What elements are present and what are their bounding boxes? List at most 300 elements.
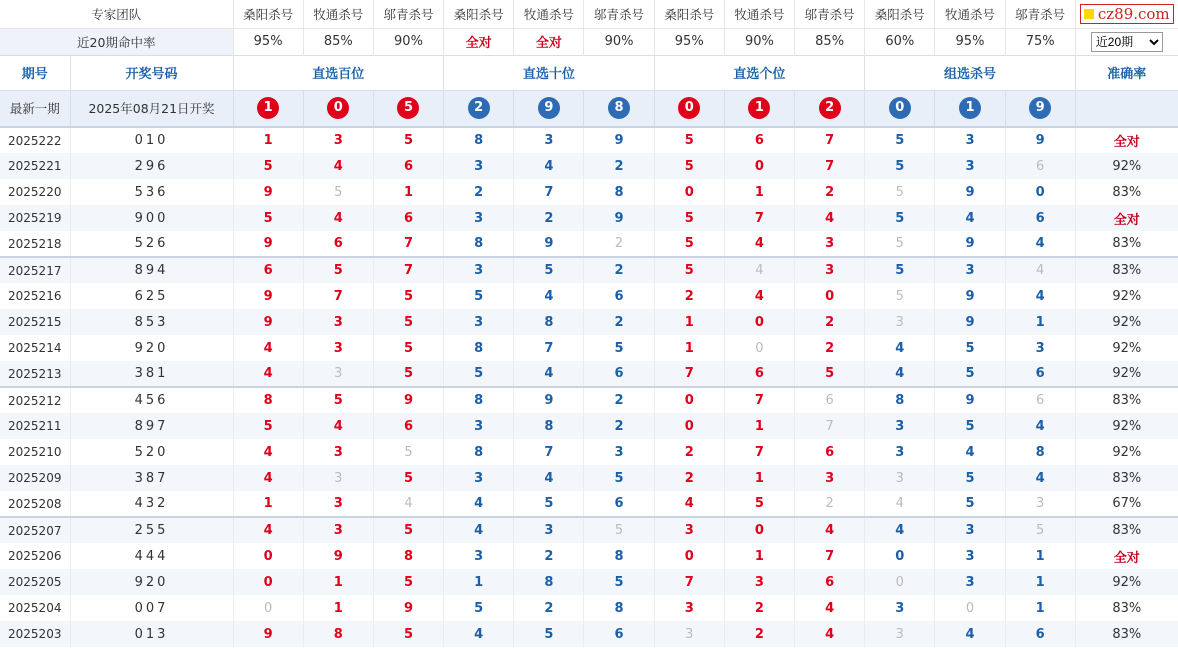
kill-number-cell: 0 <box>654 179 724 205</box>
kill-number-cell: 8 <box>444 439 514 465</box>
table-row <box>0 387 1178 413</box>
accuracy-cell: 92% <box>1075 413 1178 439</box>
kill-number-cell: 4 <box>935 205 1005 231</box>
expert-name: 邬青杀号 <box>584 0 654 28</box>
accuracy-cell: 92% <box>1075 309 1178 335</box>
period-cell: 2025209 <box>0 465 70 491</box>
kill-number-cell: 7 <box>514 179 584 205</box>
table-row <box>0 309 1178 335</box>
draw-number-cell: 897 <box>70 413 233 439</box>
number-ball: 9 <box>538 97 560 119</box>
kill-number-cell: 8 <box>373 543 443 569</box>
kill-number-cell: 9 <box>303 543 373 569</box>
kill-number-cell: 6 <box>584 491 654 517</box>
kill-number-cell: 7 <box>373 257 443 283</box>
table-row <box>0 257 1178 283</box>
kill-number-cell: 2 <box>584 153 654 179</box>
period-cell: 2025219 <box>0 205 70 231</box>
kill-number-cell: 6 <box>1005 153 1075 179</box>
kill-number-cell: 6 <box>584 283 654 309</box>
kill-number-cell: 3 <box>935 127 1005 153</box>
kill-number-cell: 5 <box>654 127 724 153</box>
kill-number-cell: 7 <box>654 569 724 595</box>
accuracy-cell: 92% <box>1075 335 1178 361</box>
expert-name: 桑阳杀号 <box>865 0 935 28</box>
accuracy-cell: 92% <box>1075 153 1178 179</box>
draw-number-cell: 900 <box>70 205 233 231</box>
kill-number-cell: 5 <box>233 413 303 439</box>
kill-number-cell: 5 <box>373 361 443 387</box>
kill-number-cell: 2 <box>795 179 865 205</box>
kill-number-cell: 3 <box>935 153 1005 179</box>
kill-number-cell: 5 <box>654 231 724 257</box>
kill-number-cell: 3 <box>303 465 373 491</box>
kill-number-cell: 5 <box>865 283 935 309</box>
expert-name: 桑阳杀号 <box>233 0 303 28</box>
accuracy-cell: 全对 <box>1075 205 1178 231</box>
kill-number-cell: 3 <box>1005 335 1075 361</box>
kill-number-cell: 4 <box>303 153 373 179</box>
draw-number-cell: 920 <box>70 569 233 595</box>
number-ball: 2 <box>468 97 490 119</box>
kill-number-cell: 5 <box>865 231 935 257</box>
kill-number-cell: 2 <box>584 387 654 413</box>
kill-number-cell: 9 <box>935 309 1005 335</box>
kill-number-cell: 3 <box>584 439 654 465</box>
latest-ball-cell <box>724 90 794 127</box>
kill-number-cell: 4 <box>935 621 1005 647</box>
hit-rate: 90% <box>373 28 443 55</box>
kill-number-cell: 1 <box>654 309 724 335</box>
hit-rate: 95% <box>654 28 724 55</box>
kill-number-cell: 8 <box>1005 439 1075 465</box>
kill-number-cell: 5 <box>584 517 654 543</box>
kill-number-cell: 3 <box>865 309 935 335</box>
kill-number-cell: 1 <box>1005 543 1075 569</box>
kill-number-cell: 8 <box>514 413 584 439</box>
kill-number-cell: 3 <box>865 465 935 491</box>
kill-number-cell: 9 <box>584 205 654 231</box>
kill-number-cell: 5 <box>514 491 584 517</box>
latest-issue-row <box>0 90 1178 127</box>
kill-number-cell: 8 <box>303 621 373 647</box>
period-select-cell <box>1075 28 1178 55</box>
accuracy-cell: 全对 <box>1075 543 1178 569</box>
header-group: 组选杀号 <box>865 55 1076 90</box>
table-row <box>0 595 1178 621</box>
kill-number-cell: 7 <box>724 387 794 413</box>
kill-number-cell: 4 <box>233 439 303 465</box>
period-cell: 2025214 <box>0 335 70 361</box>
table-row <box>0 439 1178 465</box>
kill-number-cell: 0 <box>1005 179 1075 205</box>
kill-number-cell: 2 <box>654 465 724 491</box>
table-row <box>0 205 1178 231</box>
kill-number-cell: 5 <box>303 257 373 283</box>
kill-number-cell: 6 <box>373 413 443 439</box>
kill-number-cell: 4 <box>654 491 724 517</box>
header-period: 期号 <box>0 55 70 90</box>
kill-number-cell: 4 <box>1005 231 1075 257</box>
kill-number-cell: 9 <box>935 231 1005 257</box>
kill-number-cell: 3 <box>795 465 865 491</box>
latest-ball-cell <box>795 90 865 127</box>
kill-number-cell: 0 <box>724 517 794 543</box>
kill-number-cell: 7 <box>303 283 373 309</box>
kill-number-cell: 3 <box>1005 491 1075 517</box>
kill-number-cell: 3 <box>724 569 794 595</box>
kill-number-cell: 5 <box>935 491 1005 517</box>
draw-number-cell: 625 <box>70 283 233 309</box>
kill-number-cell: 2 <box>654 283 724 309</box>
kill-number-cell: 4 <box>724 283 794 309</box>
table-row <box>0 127 1178 153</box>
kill-number-cell: 3 <box>444 413 514 439</box>
kill-number-cell: 3 <box>865 439 935 465</box>
kill-number-cell: 5 <box>444 283 514 309</box>
number-ball: 2 <box>819 97 841 119</box>
kill-number-cell: 5 <box>373 127 443 153</box>
kill-number-cell: 0 <box>233 543 303 569</box>
kill-number-cell: 2 <box>795 309 865 335</box>
kill-number-cell: 0 <box>795 283 865 309</box>
kill-number-cell: 5 <box>373 335 443 361</box>
kill-number-cell: 4 <box>724 231 794 257</box>
period-cell: 2025213 <box>0 361 70 387</box>
expert-name: 牧通杀号 <box>935 0 1005 28</box>
kill-number-cell: 6 <box>584 621 654 647</box>
kill-number-cell: 4 <box>444 621 514 647</box>
kill-number-cell: 4 <box>1005 283 1075 309</box>
kill-number-cell: 0 <box>724 335 794 361</box>
kill-number-cell: 8 <box>444 387 514 413</box>
table-row <box>0 569 1178 595</box>
kill-number-cell: 5 <box>935 361 1005 387</box>
kill-number-cell: 5 <box>865 127 935 153</box>
kill-number-cell: 1 <box>444 569 514 595</box>
table-row <box>0 543 1178 569</box>
kill-number-cell: 8 <box>444 231 514 257</box>
kill-number-cell: 2 <box>514 205 584 231</box>
kill-number-cell: 6 <box>795 387 865 413</box>
accuracy-cell: 全对 <box>1075 127 1178 153</box>
header-tens: 直选十位 <box>444 55 655 90</box>
kill-number-cell: 2 <box>584 257 654 283</box>
kill-number-cell: 1 <box>303 569 373 595</box>
kill-number-cell: 5 <box>724 491 794 517</box>
hit-rate-row <box>0 28 1178 55</box>
kill-number-cell: 5 <box>865 257 935 283</box>
kill-number-cell: 3 <box>444 543 514 569</box>
kill-number-cell: 6 <box>303 231 373 257</box>
kill-number-cell: 3 <box>444 309 514 335</box>
table-row <box>0 491 1178 517</box>
kill-number-cell: 6 <box>795 439 865 465</box>
kill-number-cell: 2 <box>584 413 654 439</box>
kill-number-cell: 3 <box>514 127 584 153</box>
kill-number-cell: 2 <box>724 621 794 647</box>
period-select[interactable] <box>1091 32 1163 52</box>
header-accuracy: 准确率 <box>1075 55 1178 90</box>
kill-number-cell: 4 <box>865 491 935 517</box>
kill-number-cell: 5 <box>654 153 724 179</box>
kill-number-cell: 4 <box>724 257 794 283</box>
kill-number-cell: 4 <box>233 465 303 491</box>
kill-number-cell: 1 <box>724 413 794 439</box>
site-logo[interactable] <box>1080 4 1174 24</box>
kill-number-cell: 2 <box>584 309 654 335</box>
kill-number-cell: 9 <box>935 387 1005 413</box>
kill-number-cell: 5 <box>444 595 514 621</box>
kill-number-cell: 4 <box>444 517 514 543</box>
kill-number-cell: 8 <box>584 543 654 569</box>
accuracy-cell: 83% <box>1075 179 1178 205</box>
period-cell: 2025216 <box>0 283 70 309</box>
kill-number-cell: 1 <box>303 595 373 621</box>
accuracy-cell: 92% <box>1075 361 1178 387</box>
latest-ball-cell <box>233 90 303 127</box>
kill-number-cell: 2 <box>795 335 865 361</box>
kill-number-cell: 6 <box>584 361 654 387</box>
kill-number-cell: 4 <box>444 491 514 517</box>
kill-number-cell: 0 <box>865 569 935 595</box>
kill-number-cell: 8 <box>444 335 514 361</box>
kill-number-cell: 4 <box>303 205 373 231</box>
kill-number-cell: 0 <box>654 387 724 413</box>
logo-cell <box>1075 0 1178 28</box>
kill-number-cell: 3 <box>303 361 373 387</box>
kill-number-cell: 6 <box>724 127 794 153</box>
period-cell: 2025220 <box>0 179 70 205</box>
kill-number-cell: 1 <box>1005 595 1075 621</box>
kill-number-cell: 7 <box>514 439 584 465</box>
kill-number-cell: 0 <box>233 569 303 595</box>
kill-number-cell: 9 <box>373 387 443 413</box>
kill-number-cell: 0 <box>724 153 794 179</box>
kill-number-cell: 3 <box>303 491 373 517</box>
table-row <box>0 179 1178 205</box>
kill-number-cell: 4 <box>514 465 584 491</box>
kill-number-cell: 4 <box>1005 257 1075 283</box>
kill-number-cell: 3 <box>303 127 373 153</box>
kill-number-cell: 3 <box>444 153 514 179</box>
kill-number-cell: 7 <box>514 335 584 361</box>
latest-ball-cell <box>514 90 584 127</box>
kill-number-cell: 2 <box>514 543 584 569</box>
kill-number-cell: 1 <box>1005 309 1075 335</box>
table-row <box>0 517 1178 543</box>
number-ball: 5 <box>397 97 419 119</box>
table-row <box>0 283 1178 309</box>
accuracy-cell: 83% <box>1075 621 1178 647</box>
number-ball: 1 <box>257 97 279 119</box>
kill-number-cell: 3 <box>795 257 865 283</box>
kill-number-cell: 7 <box>724 205 794 231</box>
kill-number-cell: 6 <box>233 257 303 283</box>
hit-rate: 全对 <box>444 28 514 55</box>
number-ball: 0 <box>678 97 700 119</box>
kill-number-cell: 8 <box>865 387 935 413</box>
period-cell: 2025208 <box>0 491 70 517</box>
draw-number-cell: 296 <box>70 153 233 179</box>
table-row <box>0 413 1178 439</box>
kill-number-cell: 5 <box>654 257 724 283</box>
kill-number-cell: 1 <box>654 335 724 361</box>
latest-ball-cell <box>303 90 373 127</box>
latest-ball-cell <box>1005 90 1075 127</box>
kill-number-cell: 3 <box>865 413 935 439</box>
expert-name: 牧通杀号 <box>303 0 373 28</box>
kill-number-cell: 1 <box>724 465 794 491</box>
kill-number-cell: 5 <box>373 309 443 335</box>
kill-number-cell: 6 <box>724 361 794 387</box>
kill-number-cell: 0 <box>724 309 794 335</box>
draw-number-cell: 432 <box>70 491 233 517</box>
kill-number-cell: 1 <box>724 543 794 569</box>
period-cell: 2025203 <box>0 621 70 647</box>
expert-name: 邬青杀号 <box>795 0 865 28</box>
draw-number-cell: 255 <box>70 517 233 543</box>
kill-number-cell: 3 <box>444 257 514 283</box>
draw-number-cell: 013 <box>70 621 233 647</box>
kill-number-cell: 4 <box>514 283 584 309</box>
column-header-row <box>0 55 1178 90</box>
kill-number-cell: 3 <box>865 595 935 621</box>
kill-number-cell: 5 <box>373 517 443 543</box>
kill-number-cell: 0 <box>233 595 303 621</box>
kill-number-cell: 4 <box>795 517 865 543</box>
period-cell: 2025206 <box>0 543 70 569</box>
latest-ball-cell <box>935 90 1005 127</box>
number-ball: 1 <box>748 97 770 119</box>
header-hundreds: 直选百位 <box>233 55 444 90</box>
draw-number-cell: 920 <box>70 335 233 361</box>
kill-number-cell: 2 <box>724 595 794 621</box>
kill-number-cell: 6 <box>1005 361 1075 387</box>
kill-number-cell: 5 <box>935 335 1005 361</box>
draw-number-cell: 536 <box>70 179 233 205</box>
kill-number-cell: 0 <box>654 543 724 569</box>
kill-number-cell: 2 <box>514 595 584 621</box>
accuracy-cell: 92% <box>1075 439 1178 465</box>
kill-number-cell: 3 <box>303 309 373 335</box>
kill-number-cell: 5 <box>373 621 443 647</box>
table-row <box>0 621 1178 647</box>
draw-number-cell: 894 <box>70 257 233 283</box>
latest-ball-cell <box>584 90 654 127</box>
latest-date: 2025年08月21日开奖 <box>70 90 233 127</box>
kill-number-cell: 7 <box>795 127 865 153</box>
kill-number-cell: 4 <box>514 153 584 179</box>
kill-number-cell: 1 <box>233 127 303 153</box>
kill-number-cell: 9 <box>1005 127 1075 153</box>
kill-number-cell: 5 <box>584 465 654 491</box>
hit-rate: 90% <box>724 28 794 55</box>
expert-name: 邬青杀号 <box>1005 0 1075 28</box>
kill-number-cell: 2 <box>444 179 514 205</box>
draw-number-cell: 007 <box>70 595 233 621</box>
draw-number-cell: 456 <box>70 387 233 413</box>
period-cell: 2025211 <box>0 413 70 439</box>
period-cell: 2025204 <box>0 595 70 621</box>
kill-number-cell: 9 <box>233 621 303 647</box>
kill-number-cell: 5 <box>935 465 1005 491</box>
period-cell: 2025217 <box>0 257 70 283</box>
draw-number-cell: 520 <box>70 439 233 465</box>
kill-number-cell: 5 <box>373 465 443 491</box>
kill-number-cell: 4 <box>1005 413 1075 439</box>
kill-number-cell: 5 <box>514 257 584 283</box>
accuracy-cell: 83% <box>1075 231 1178 257</box>
number-ball: 8 <box>608 97 630 119</box>
expert-name: 牧通杀号 <box>514 0 584 28</box>
logo-text: cz89.com <box>1097 4 1170 23</box>
kill-number-cell: 5 <box>303 387 373 413</box>
accuracy-cell: 83% <box>1075 465 1178 491</box>
kill-number-cell: 3 <box>795 231 865 257</box>
kill-number-cell: 5 <box>444 361 514 387</box>
kill-number-cell: 8 <box>233 387 303 413</box>
kill-number-cell: 4 <box>865 517 935 543</box>
kill-number-cell: 7 <box>795 413 865 439</box>
kill-number-cell: 3 <box>444 465 514 491</box>
kill-number-cell: 7 <box>654 361 724 387</box>
period-cell: 2025221 <box>0 153 70 179</box>
kill-number-cell: 9 <box>514 231 584 257</box>
kill-number-cell: 1 <box>373 179 443 205</box>
kill-number-cell: 5 <box>584 569 654 595</box>
hit-rate-label: 近20期命中率 <box>0 28 233 55</box>
kill-number-cell: 8 <box>584 595 654 621</box>
kill-number-cell: 6 <box>1005 621 1075 647</box>
kill-number-cell: 6 <box>373 153 443 179</box>
hit-rate: 60% <box>865 28 935 55</box>
kill-number-cell: 4 <box>865 335 935 361</box>
kill-number-cell: 7 <box>795 543 865 569</box>
kill-number-cell: 8 <box>584 179 654 205</box>
latest-ball-cell <box>444 90 514 127</box>
kill-number-cell: 4 <box>303 413 373 439</box>
table-row <box>0 465 1178 491</box>
expert-team-row <box>0 0 1178 28</box>
latest-label: 最新一期 <box>0 90 70 127</box>
kill-number-cell: 3 <box>654 595 724 621</box>
accuracy-cell: 92% <box>1075 569 1178 595</box>
accuracy-cell: 92% <box>1075 283 1178 309</box>
hit-rate: 85% <box>303 28 373 55</box>
kill-number-cell: 4 <box>865 361 935 387</box>
kill-number-cell: 5 <box>865 153 935 179</box>
accuracy-cell: 67% <box>1075 491 1178 517</box>
kill-number-cell: 2 <box>584 231 654 257</box>
period-cell: 2025215 <box>0 309 70 335</box>
kill-number-cell: 1 <box>724 179 794 205</box>
kill-number-cell: 9 <box>935 179 1005 205</box>
kill-number-cell: 8 <box>444 127 514 153</box>
accuracy-cell: 83% <box>1075 517 1178 543</box>
kill-number-cell: 4 <box>795 205 865 231</box>
table-row <box>0 153 1178 179</box>
kill-number-cell: 9 <box>233 179 303 205</box>
kill-number-cell: 9 <box>233 309 303 335</box>
period-cell: 2025222 <box>0 127 70 153</box>
kill-number-cell: 3 <box>444 205 514 231</box>
kill-number-cell: 1 <box>1005 569 1075 595</box>
kill-number-cell: 3 <box>935 543 1005 569</box>
kill-number-cell: 9 <box>514 387 584 413</box>
draw-number-cell: 526 <box>70 231 233 257</box>
number-ball: 0 <box>327 97 349 119</box>
